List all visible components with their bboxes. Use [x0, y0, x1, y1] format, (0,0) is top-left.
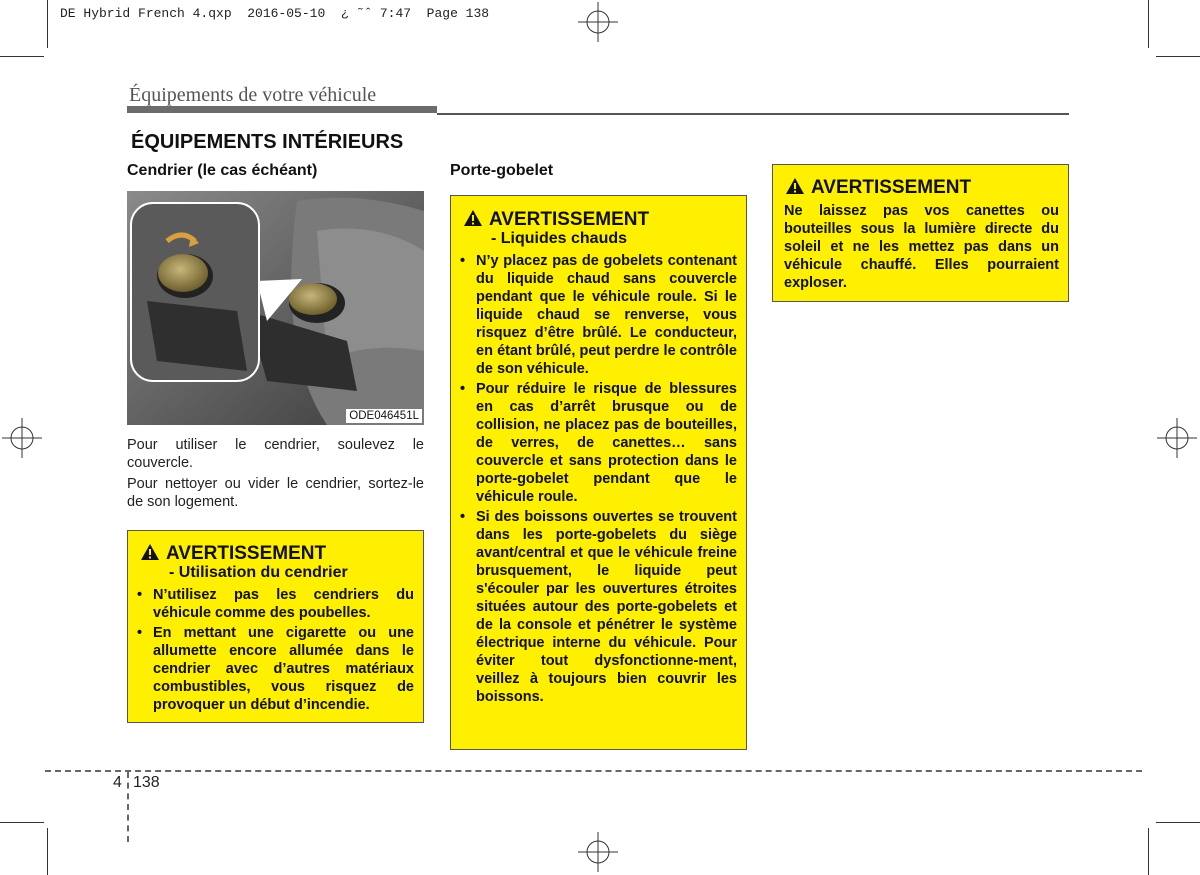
- running-head: Équipements de votre véhicule: [129, 84, 377, 106]
- warning-subtitle: - Utilisation du cendrier: [169, 564, 348, 581]
- cupholder-heading: Porte-gobelet: [450, 162, 554, 179]
- registration-mark-icon: [1157, 418, 1197, 458]
- bottle-warning-box: [772, 164, 1069, 302]
- ashtray-warning-box: [127, 530, 424, 723]
- header-bar: [127, 106, 437, 113]
- warning-title: [463, 209, 649, 231]
- warning-title-text: AVERTISSEMENT: [811, 177, 972, 198]
- ashtray-illustration: [127, 191, 424, 425]
- footer-divider: [127, 772, 129, 842]
- crop-mark: [0, 56, 44, 57]
- registration-mark-icon: [578, 2, 618, 42]
- crop-mark: [1148, 828, 1149, 875]
- crop-mark: [47, 0, 48, 48]
- warning-triangle-icon: [785, 177, 805, 195]
- list-item: • N’utilisez pas les cendriers du véhicule comme des poubelles.: [137, 586, 414, 622]
- list-item: • Si des boissons ouvertes se trouvent dans les porte-gobelets du siège avant/central et que le véhicule freine brusquement, le liquide peut s'écouler par les ouvertures étroites situées autour des porte-gobelets et de la console et pénétrer le système électrique interne du véhicule. Pour éviter tout dysfonctionne-ment, veillez à toujours bien couvrir les boissons.: [460, 508, 737, 706]
- section-title: ÉQUIPEMENTS INTÉRIEURS: [131, 131, 404, 153]
- crop-mark: [0, 822, 44, 823]
- chapter-number: 4: [113, 774, 122, 791]
- list-item: • Pour réduire le risque de blessures en cas d’arrêt brusque ou de collision, ne placez pas de bouteilles, de verres, de canettes… sans couvercle et sans protection dans le porte-gobelet pendant que le véhicule roule.: [460, 380, 737, 506]
- footer-dashed-rule: [45, 770, 1142, 772]
- warning-triangle-icon: [140, 543, 160, 561]
- ashtray-heading: Cendrier (le cas échéant): [127, 162, 318, 179]
- warning-title-text: AVERTISSEMENT: [489, 209, 650, 230]
- cupholder-warning-box: [450, 195, 747, 750]
- print-slug: DE Hybrid French 4.qxp 2016-05-10 ¿ ˜ˆ 7:47 Page 138: [60, 6, 490, 21]
- crop-mark: [1148, 0, 1149, 48]
- page-number: 138: [133, 774, 160, 791]
- list-item: • N’y placez pas de gobelets contenant du liquide chaud sans couvercle pendant que le véhicule roule. Si le liquide chaud se renverse, vous risquez d’être brûlé. Le conducteur, en étant brûlé, peut perdre le contrôle de son véhicule.: [460, 252, 737, 378]
- warning-subtitle: - Liquides chauds: [491, 230, 628, 247]
- crop-mark: [1156, 56, 1200, 57]
- crop-mark: [1156, 822, 1200, 823]
- registration-mark-icon: [578, 832, 618, 872]
- bottle-warning-text: Ne laissez pas vos canettes ou bouteilles sous la lumière directe du soleil et ne les mettez pas dans un véhicule chauffé. Elles pourraient exploser.: [784, 203, 1059, 291]
- ashtray-warning-list: [137, 586, 414, 716]
- warning-title-text: AVERTISSEMENT: [166, 543, 327, 564]
- image-code: ODE046451L: [346, 409, 422, 423]
- cupholder-warning-list: [460, 252, 737, 708]
- list-item: • En mettant une cigarette ou une allumette encore allumée dans le cendrier avec d’autres matériaux combustibles, vous risquez de provoquer un début d’incendie.: [137, 624, 414, 714]
- warning-title: [140, 543, 326, 565]
- warning-title: [785, 177, 971, 199]
- crop-mark: [47, 828, 48, 875]
- ashtray-instructions-use: Pour utiliser le cendrier, soulevez le couvercle.: [127, 437, 424, 471]
- header-rule: [437, 113, 1069, 115]
- ashtray-photo: [127, 191, 424, 425]
- registration-mark-icon: [2, 418, 42, 458]
- ashtray-instructions-clean: Pour nettoyer ou vider le cendrier, sortez-le de son logement.: [127, 476, 424, 510]
- warning-triangle-icon: [463, 209, 483, 227]
